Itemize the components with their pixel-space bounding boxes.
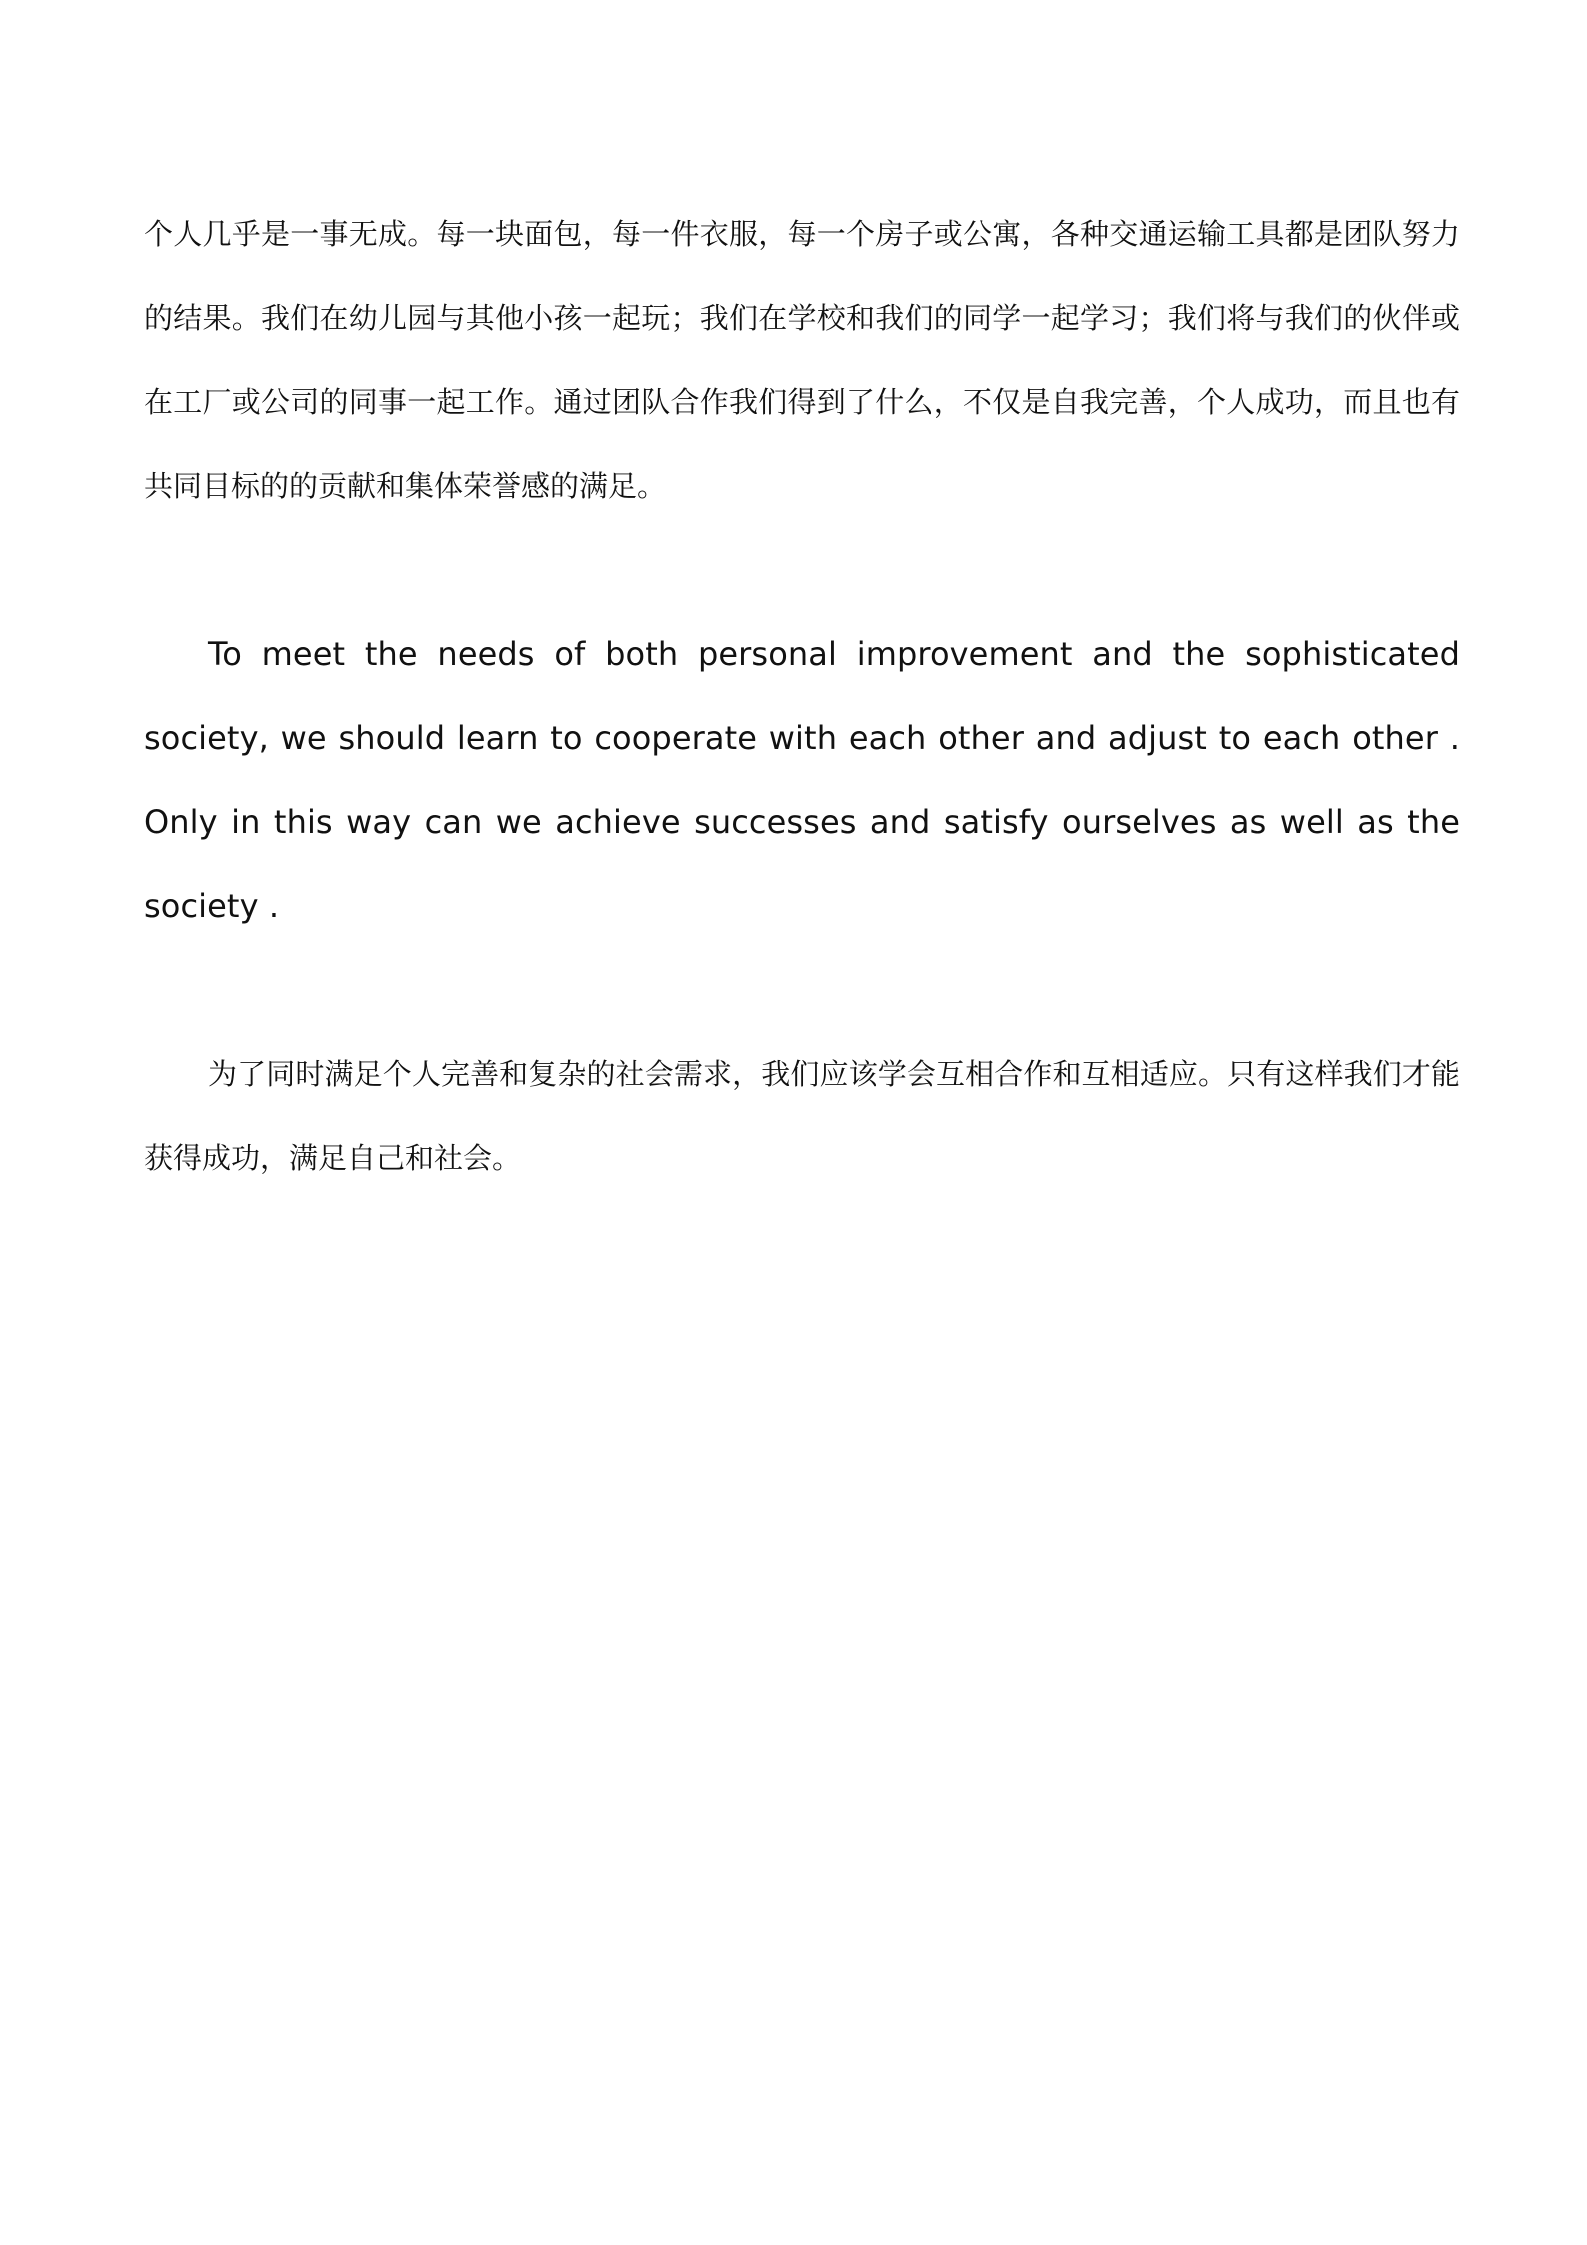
paragraph-spacer — [144, 948, 1460, 1032]
document-body — [144, 192, 1460, 1200]
paragraph-spacer — [144, 528, 1460, 612]
paragraph-english-conclusion: To meet the needs of both personal improvement and the sophisticated society, we should learn to cooperate with each other and adjust to each other . Only in this way can we achieve successes and satisfy ourselves as well as the society . — [144, 635, 1460, 925]
paragraph-chinese-conclusion: 为了同时满足个人完善和复杂的社会需求，我们应该学会互相合作和互相适应。只有这样我们才能获得成功，满足自己和社会。 — [144, 1057, 1460, 1175]
paragraph-chinese-teamwork: 个人几乎是一事无成。每一块面包，每一件衣服，每一个房子或公寓，各种交通运输工具都是团队努力的结果。我们在幼儿园与其他小孩一起玩；我们在学校和我们的同学一起学习；我们将与我们的伙伴或在工厂或公司的同事一起工作。通过团队合作我们得到了什么，不仅是自我完善，个人成功，而且也有共同目标的的贡献和集体荣誉感的满足。 — [144, 217, 1460, 503]
